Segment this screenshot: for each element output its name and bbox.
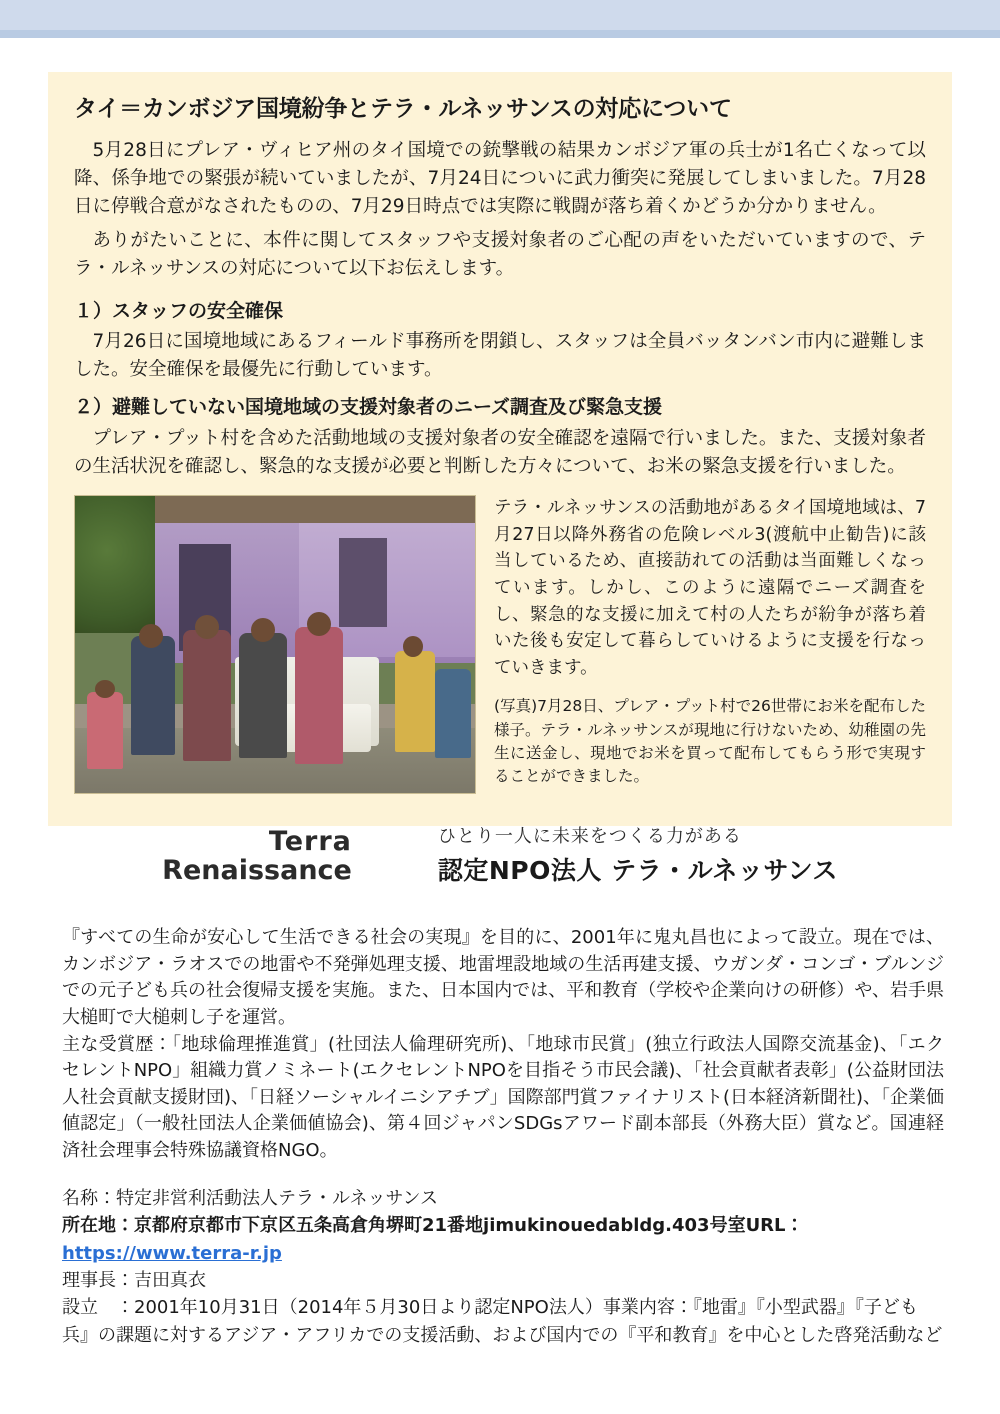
photo-and-side-text	[74, 495, 926, 800]
header-bar-upper	[0, 0, 1000, 30]
photo-person-2	[183, 630, 231, 761]
contact-information	[62, 1185, 944, 1349]
description-paragraph-2: 主な受賞歴：「地球倫理推進賞」(社団法人倫理研究所)、「地球市民賞」(独立行政法人国際交流基金)、「エクセレントNPO」組織力賞ノミネート(エクセレントNPOを目指そう市民会議)、「社会貢献者表彰」(公益財団法人社会貢献支援財団)、「日経ソーシャルイニシアチブ」国際部門賞ファイナリスト(日本経済新聞社)、「企業価値認定」（一般社団法人企業価値協会)、第４回ジャパンSDGsアワード副本部長（外務大臣）賞など。国連経済社会理事会特殊協議資格NGO。	[62, 1033, 945, 1161]
section-2-body: プレア・プット村を含めた活動地域の支援対象者の安全確認を遠隔で行いました。また、支援対象者の生活状況を確認し、緊急的な支援が必要と判断した方々について、お米の緊急支援を行いました。	[74, 428, 926, 478]
photo-person-1-head	[139, 624, 163, 648]
photo-person-3-head	[251, 618, 275, 642]
section-2-heading: ２）避難していない国境地域の支援対象者のニーズ調査及び緊急支援	[74, 396, 663, 419]
terra-renaissance-logo	[162, 827, 412, 885]
photo-person-5	[395, 651, 435, 752]
logo-ring-segment-red	[349, 819, 422, 892]
section-1-body: 7月26日に国境地域にあるフィールド事務所を閉鎖し、スタッフは全員バッタンバン市内に避難しました。安全確保を最優先に行動しています。	[74, 331, 926, 381]
distribution-photo	[74, 495, 476, 794]
logo-ring-icon	[360, 830, 412, 882]
photo-person-6	[435, 669, 471, 758]
organization-description	[62, 925, 944, 1165]
contact-established: 設立 ：2001年10月31日（2014年５月30日より認定NPO法人）事業内容：『地雷』『小型武器』『子ども兵』の課題に対するアジア・アフリカでの支援活動、および国内での『平和教育』を中心とした啓発活動など	[62, 1297, 943, 1346]
logo-word-renaissance: Renaissance	[162, 855, 352, 886]
photo-door-right	[339, 538, 387, 627]
photo-person-3	[239, 633, 287, 758]
photo-child-1	[87, 692, 123, 769]
side-text-column	[494, 495, 926, 800]
organization-name: 認定NPO法人 テラ・ルネッサンス	[437, 855, 838, 885]
header-bar-lower	[0, 30, 1000, 38]
photo-person-4	[295, 627, 343, 764]
section-1-heading: １）スタッフの安全確保	[74, 299, 284, 322]
logo-word-terra: Terra	[268, 825, 352, 857]
photo-person-1	[131, 636, 175, 755]
photo-tree	[75, 496, 155, 633]
photo-caption: (写真)7月28日、プレア・プット村で26世帯にお米を配布した様子。テラ・ルネッサンスが現地に行けないため、幼稚園の先生に送金し、現地でお米を買って配布してもらう形で実現することができました。	[494, 697, 926, 786]
logo-wordmark	[162, 827, 352, 885]
photo-roof	[115, 496, 476, 523]
side-paragraph: テラ・ルネッサンスの活動地があるタイ国境地域は、7月27日以降外務省の危険レベル3(渡航中止勧告)に該当しているため、直接訪れての活動は当面難しくなっています。しかし、このように遠隔でニーズ調査をし、緊急的な支援に加えて村の人たちが紛争が落ち着いた後も安定して暮らしていけるように支援を行なっていきます。	[494, 498, 926, 678]
photo-person-5-head	[403, 636, 423, 657]
page-title: タイ＝カンボジア国境紛争とテラ・ルネッサンスの対応について	[74, 96, 732, 122]
logo-tagline-block	[438, 826, 838, 886]
contact-name: 名称：特定非営利活動法人テラ・ルネッサンス	[62, 1188, 439, 1209]
article-paragraph-2: ありがたいことに、本件に関してスタッフや支援対象者のご心配の声をいただいていますので、テラ・ルネッサンスの対応について以下お伝えします。	[74, 230, 926, 280]
description-paragraph-1: 『すべての生命が安心して生活できる社会の実現』を目的に、2001年に鬼丸昌也によって設立。現在では、カンボジア・ラオスでの地雷や不発弾処理支援、地雷埋設地域の生活再建支援、ウガンダ・コンゴ・ブルンジでの元子ども兵の社会復帰支援を実施。また、日本国内では、平和教育（学校や企業向けの研修）や、岩手県大槌町で大槌刺し子を運営。	[62, 927, 944, 1028]
organization-logo-block	[0, 808, 1000, 904]
contact-address-label: 所在地：京都府京都市下京区五条高倉角堺町21番地jimukinouedabldg.403号室URL：	[62, 1215, 804, 1237]
header-decorative-bar	[0, 0, 1000, 38]
contact-address-line	[62, 1212, 944, 1267]
article-paragraph-1: 5月28日にプレア・ヴィヒア州のタイ国境での銃撃戦の結果カンボジア軍の兵士が1名亡くなって以降、係争地での緊張が続いていましたが、7月24日についに武力衝突に発展してしまいました。7月28日に停戦合意がなされたものの、7月29日時点では実際に戦闘が落ち着くかどうか分かりません。	[74, 140, 926, 218]
photo-person-2-head	[195, 615, 219, 639]
website-link[interactable]: https://www.terra-r.jp	[62, 1242, 282, 1264]
article-highlight-block	[48, 72, 952, 826]
photo-person-4-head	[307, 612, 331, 636]
tagline-text: ひとり一人に未来をつくる力がある	[437, 826, 742, 848]
contact-director: 理事長：吉田真衣	[62, 1270, 206, 1292]
